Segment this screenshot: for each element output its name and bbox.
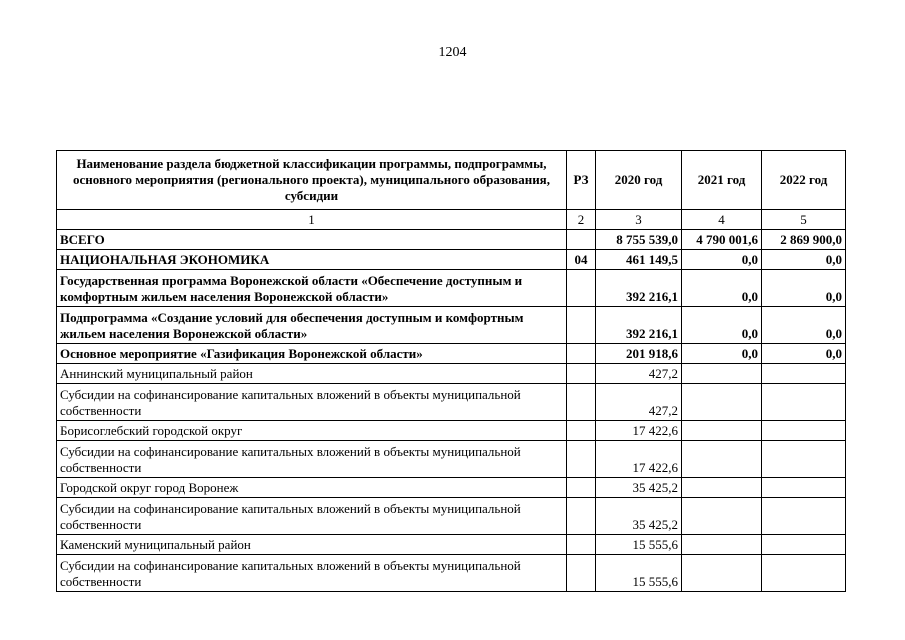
table-row [57,270,846,307]
row-name: Борисоглебский городской округ [57,421,567,441]
row-2022 [762,535,846,555]
row-2021: 0,0 [682,307,762,344]
header-2020: 2020 год [596,151,682,210]
row-2021 [682,441,762,478]
row-2022 [762,555,846,592]
table-row [57,421,846,441]
row-2020: 201 918,6 [596,344,682,364]
column-number: 4 [682,210,762,230]
row-rz [567,384,596,421]
row-rz [567,230,596,250]
budget-table [56,150,846,592]
row-2020: 427,2 [596,364,682,384]
row-name: Государственная программа Воронежской области «Обеспечение доступным и комфортным жильем населения Воронежской области» [57,270,567,307]
row-2021 [682,478,762,498]
row-rz [567,555,596,592]
row-rz [567,364,596,384]
row-2021 [682,364,762,384]
row-2020: 35 425,2 [596,478,682,498]
row-2022: 0,0 [762,307,846,344]
table-header-row [57,151,846,210]
table-row [57,555,846,592]
row-name: ВСЕГО [57,230,567,250]
row-rz [567,498,596,535]
row-2021: 0,0 [682,344,762,364]
row-rz [567,421,596,441]
row-2020: 461 149,5 [596,250,682,270]
row-2020: 392 216,1 [596,307,682,344]
table-row [57,230,846,250]
table-row [57,478,846,498]
row-name: Подпрограмма «Создание условий для обеспечения доступным и комфортным жильем населения Воронежской области» [57,307,567,344]
row-rz [567,441,596,478]
row-2020: 8 755 539,0 [596,230,682,250]
row-rz [567,307,596,344]
row-2022 [762,498,846,535]
row-rz [567,270,596,307]
table-row [57,250,846,270]
row-2020: 35 425,2 [596,498,682,535]
row-name: Субсидии на софинансирование капитальных вложений в объекты муниципальной собственности [57,384,567,421]
row-name: Субсидии на софинансирование капитальных вложений в объекты муниципальной собственности [57,555,567,592]
row-2021: 0,0 [682,250,762,270]
column-number: 1 [57,210,567,230]
row-2020: 15 555,6 [596,535,682,555]
column-number: 3 [596,210,682,230]
row-2021 [682,535,762,555]
row-2022: 0,0 [762,344,846,364]
table-row [57,498,846,535]
row-name: НАЦИОНАЛЬНАЯ ЭКОНОМИКА [57,250,567,270]
row-name: Субсидии на софинансирование капитальных вложений в объекты муниципальной собственности [57,498,567,535]
table-row [57,441,846,478]
row-name: Основное мероприятие «Газификация Воронежской области» [57,344,567,364]
row-2021 [682,555,762,592]
row-2022 [762,384,846,421]
column-number: 2 [567,210,596,230]
row-name: Каменский муниципальный район [57,535,567,555]
table-row [57,384,846,421]
row-2021: 0,0 [682,270,762,307]
row-rz [567,344,596,364]
row-2022 [762,421,846,441]
row-2020: 392 216,1 [596,270,682,307]
row-rz: 04 [567,250,596,270]
row-2022: 2 869 900,0 [762,230,846,250]
row-2022: 0,0 [762,270,846,307]
table-row [57,344,846,364]
row-name: Субсидии на софинансирование капитальных вложений в объекты муниципальной собственности [57,441,567,478]
row-2020: 15 555,6 [596,555,682,592]
header-name: Наименование раздела бюджетной классификации программы, подпрограммы, основного мероприятия (регионального проекта), муниципального образования, субсидии [57,151,567,210]
row-2020: 17 422,6 [596,441,682,478]
row-name: Городской округ город Воронеж [57,478,567,498]
row-rz [567,478,596,498]
header-2021: 2021 год [682,151,762,210]
column-number: 5 [762,210,846,230]
row-2020: 427,2 [596,384,682,421]
row-2022 [762,478,846,498]
column-number-row [57,210,846,230]
table-row [57,307,846,344]
row-2022: 0,0 [762,250,846,270]
row-name: Аннинский муниципальный район [57,364,567,384]
row-2021 [682,384,762,421]
header-2022: 2022 год [762,151,846,210]
row-2021: 4 790 001,6 [682,230,762,250]
row-2022 [762,364,846,384]
page-number: 1204 [438,45,467,60]
row-2022 [762,441,846,478]
row-2021 [682,421,762,441]
row-rz [567,535,596,555]
row-2021 [682,498,762,535]
header-rz: РЗ [567,151,596,210]
table-row [57,364,846,384]
row-2020: 17 422,6 [596,421,682,441]
table-row [57,535,846,555]
